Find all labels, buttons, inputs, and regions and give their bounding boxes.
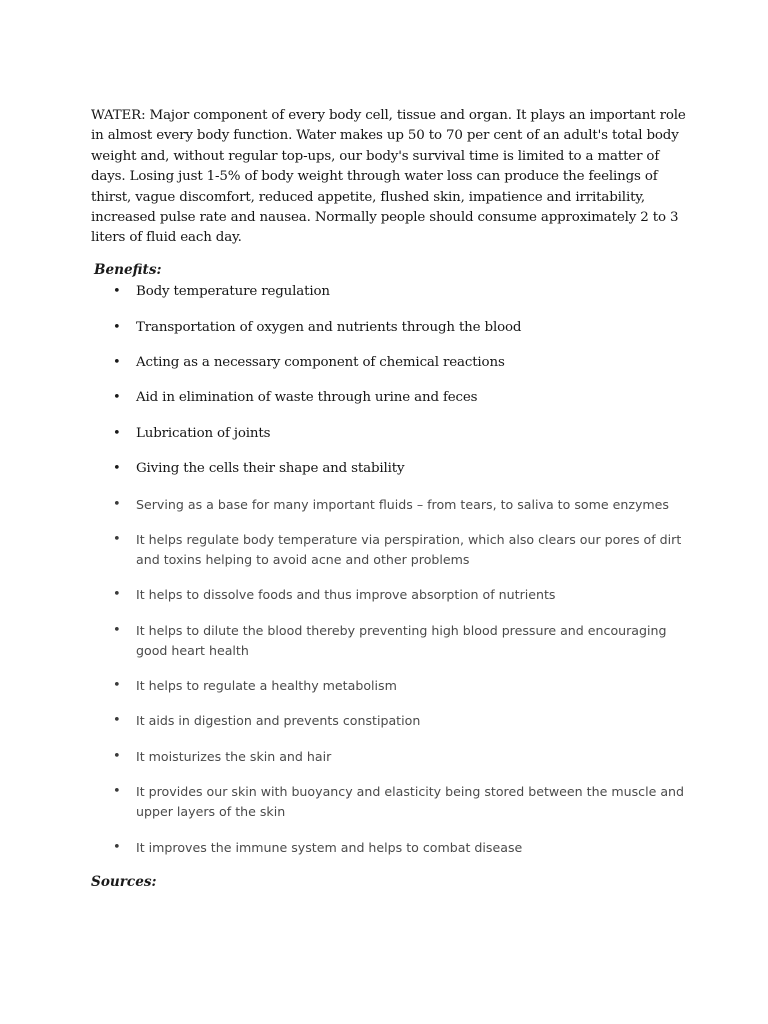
sources-heading: Sources: xyxy=(91,874,157,890)
bullet-icon: • xyxy=(113,284,121,299)
list-item-text: Body temperature regulation xyxy=(136,284,330,299)
bullet-icon: • xyxy=(113,587,121,602)
list-item-text: Aid in elimination of waste through urine and feces xyxy=(136,390,478,405)
benefits-heading: Benefits: xyxy=(94,262,162,278)
bullet-icon: • xyxy=(113,320,121,335)
list-item-text: Transportation of oxygen and nutrients through the blood xyxy=(136,320,522,335)
list-item-text: It helps to dilute the blood thereby preventing high blood pressure and encouraging good heart health xyxy=(136,623,667,658)
list-item-text: It helps to regulate a healthy metabolism xyxy=(136,678,397,693)
bullet-icon: • xyxy=(113,497,121,512)
bullet-icon: • xyxy=(113,355,121,370)
bullet-icon: • xyxy=(113,623,121,638)
bullet-icon: • xyxy=(113,426,121,441)
bullet-icon: • xyxy=(113,678,121,693)
list-item-text: It moisturizes the skin and hair xyxy=(136,749,332,764)
list-item-text: It improves the immune system and helps to combat disease xyxy=(136,840,523,855)
list-item-text: It helps to dissolve foods and thus improve absorption of nutrients xyxy=(136,587,556,602)
list-item-text: It provides our skin with buoyancy and elasticity being stored between the muscle and upper layers of the skin xyxy=(136,784,685,819)
list-item-text: Serving as a base for many important fluids – from tears, to saliva to some enzymes xyxy=(136,497,669,512)
bullet-icon: • xyxy=(113,461,121,476)
bullet-icon: • xyxy=(113,749,121,764)
bullet-icon: • xyxy=(113,713,121,728)
bullet-icon: • xyxy=(113,784,121,799)
list-item-text: It aids in digestion and prevents constipation xyxy=(136,713,421,728)
list-item-text: Giving the cells their shape and stability xyxy=(136,461,405,476)
list-item-text: Lubrication of joints xyxy=(136,426,271,441)
list-item-text: It helps regulate body temperature via perspiration, which also clears our pores of dirt and toxins helping to avoid acne and other problems xyxy=(136,532,682,567)
bullet-icon: • xyxy=(113,390,121,405)
intro-paragraph: WATER: Major component of every body cell, tissue and organ. It plays an important role in almost every body function. Water makes up 50 to 70 per cent of an adult's total body weight and, without regular top-ups, our body's survival time is limited to a matter of days. Losing just 1-5% of body weight through water loss can produce the feelings of thirst, vague discomfort, reduced appetite, flushed skin, impatience and irritability, increased pulse rate and nausea. Normally people should consume approximately 2 to 3 liters of fluid each day. xyxy=(91,108,686,246)
bullet-icon: • xyxy=(113,532,121,547)
list-item-text: Acting as a necessary component of chemical reactions xyxy=(136,355,505,370)
bullet-icon: • xyxy=(113,840,121,855)
